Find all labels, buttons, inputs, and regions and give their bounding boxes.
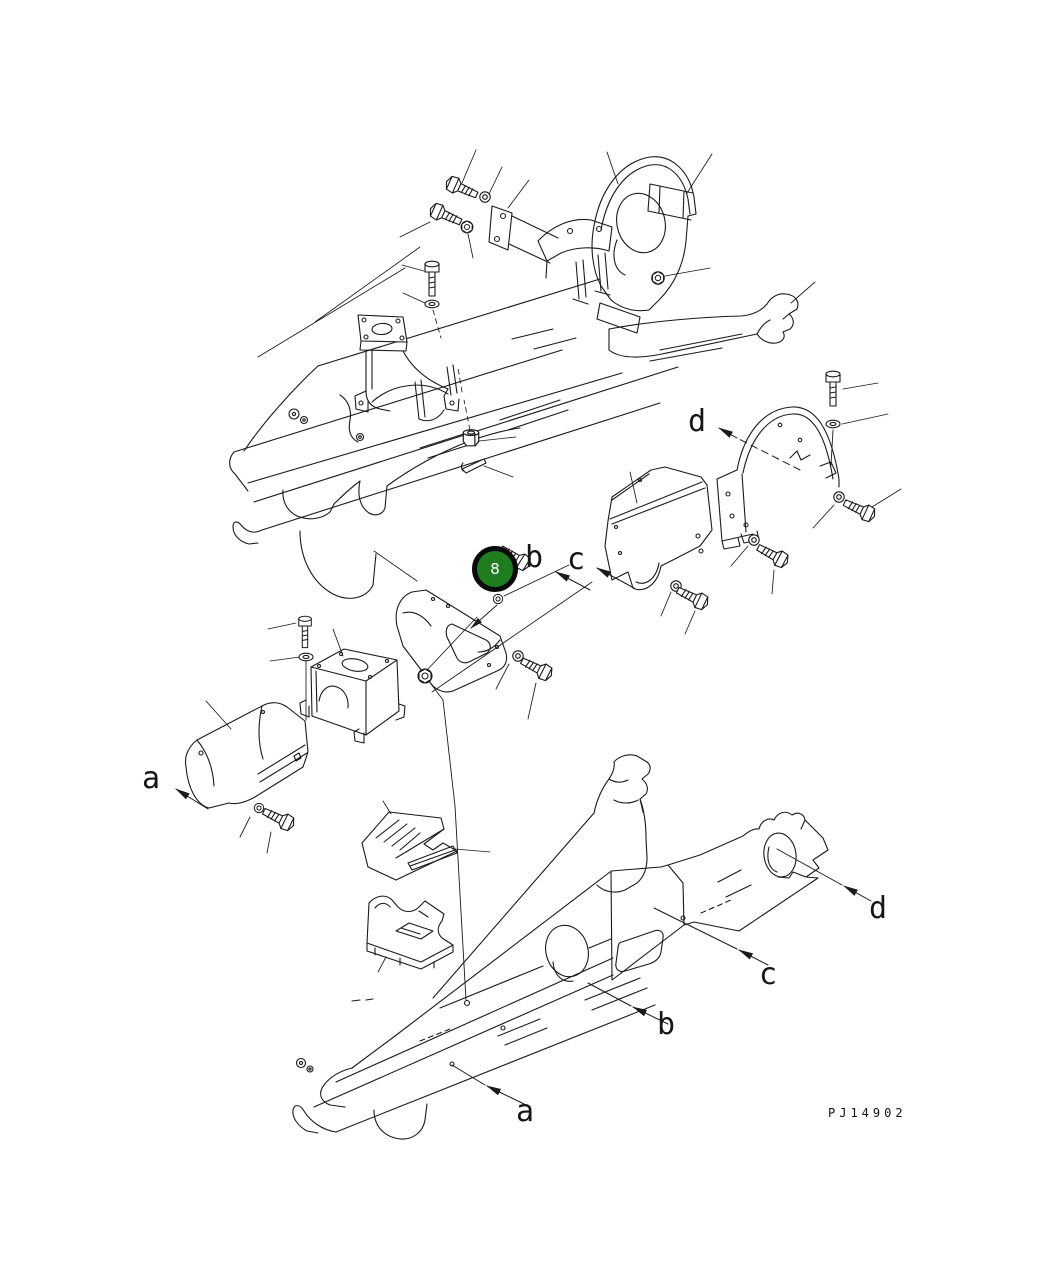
washer [493,594,502,603]
bolt [826,371,840,406]
bolt [427,201,464,229]
upper-rib-bracket [538,219,612,304]
bolt [425,261,439,296]
nut [652,272,665,285]
step-bracket [362,812,457,880]
cover-b [396,590,506,692]
bolt [443,174,480,202]
washer [826,420,840,428]
click-marker-8[interactable] [472,546,518,592]
pin [462,459,487,473]
nut [463,430,478,446]
bolt [518,654,555,683]
drawing-code: PJ14902 [828,1106,907,1120]
washer [480,192,490,202]
channel-bracket [367,896,453,969]
view-label-c-bottom: c [759,957,778,992]
view-label-a-middle: a [142,761,161,796]
view-label-a-bottom: a [516,1094,535,1129]
bolt [260,804,297,833]
click-marker-label: 8 [490,560,500,578]
cover-c [605,467,712,590]
washer [254,803,263,812]
nut [461,221,473,233]
fender-cover-d [717,407,839,549]
mount-box [300,649,405,743]
nut [418,669,432,683]
washer [299,653,313,661]
view-label-d-bottom: d [869,891,888,926]
view-label-b-middle: b [525,540,544,575]
upper-mount-bracket [355,315,459,441]
washer [749,535,759,545]
bolt [754,540,791,570]
view-label-c-middle: c [567,542,586,577]
lower-track-frame [293,700,828,1139]
view-label-d-middle: d [688,404,707,439]
cover-a [185,703,308,808]
washer [425,300,439,308]
washer [834,492,844,502]
view-label-b-bottom: b [657,1007,676,1042]
leader-lines [206,150,901,972]
fasteners [254,174,877,833]
sprocket-fender [592,157,696,333]
washer [513,651,523,661]
bolt [299,616,312,647]
bolt [841,495,878,523]
upper-plate-bracket [489,206,558,263]
bolt [674,583,711,612]
